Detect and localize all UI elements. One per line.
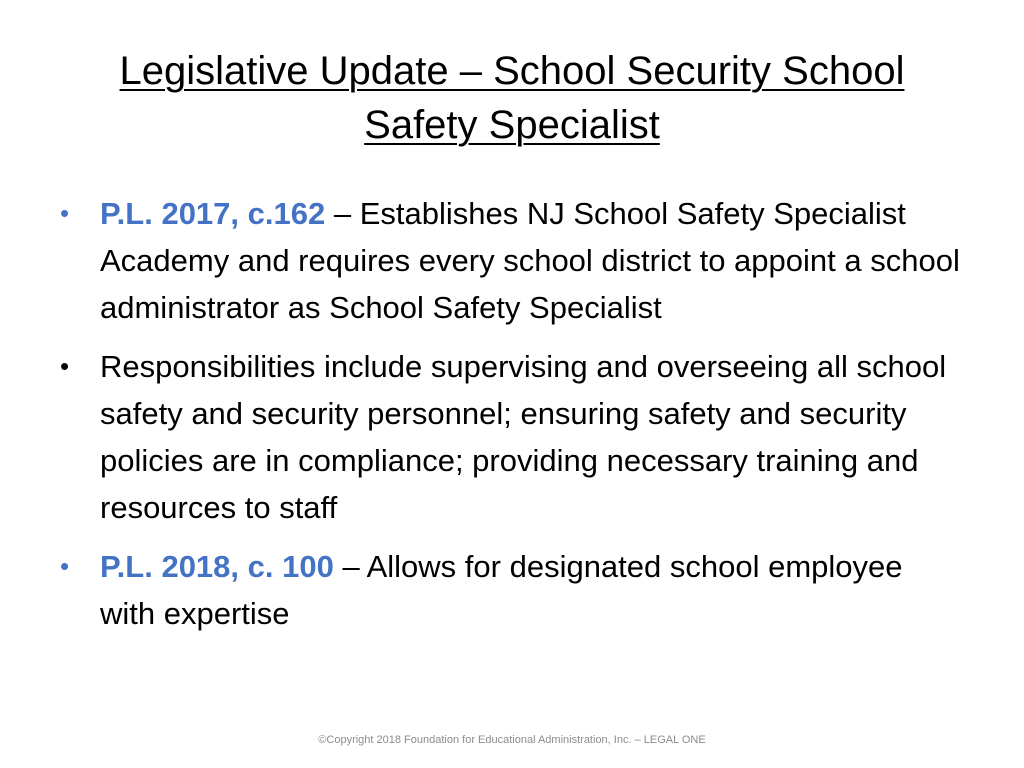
- slide-title-line-1: Legislative Update – School Security School: [119, 49, 905, 93]
- bullet-item-3: [60, 543, 960, 637]
- bullet-text-2: Responsibilities include supervising and overseeing all school safety and security personnel; ensuring safety and security policies are in compliance; providing necessary training and resources to staff: [100, 349, 947, 525]
- bullet-dot-icon: •: [60, 551, 70, 581]
- bullet-item-2: [60, 343, 960, 531]
- bullet-dot-icon: •: [60, 198, 70, 228]
- law-reference-2017: P.L. 2017, c.162: [100, 196, 326, 231]
- bullet-dot-icon: •: [60, 351, 70, 381]
- slide-title: [40, 44, 984, 152]
- copyright-footer: ©Copyright 2018 Foundation for Educational Administration, Inc. – LEGAL ONE: [318, 734, 706, 746]
- bullet-list: [60, 190, 960, 649]
- bullet-item-1: [60, 190, 960, 331]
- bullet-text-1: – Establishes NJ School Safety Specialist Academy and requires every school district to appoint a school administrator as School Safety Specialist: [100, 196, 960, 325]
- law-reference-2018: P.L. 2018, c. 100: [100, 549, 334, 584]
- slide-title-line-2: Safety Specialist: [364, 103, 660, 147]
- bullet-text-3: – Allows for designated school employee with expertise: [100, 549, 903, 631]
